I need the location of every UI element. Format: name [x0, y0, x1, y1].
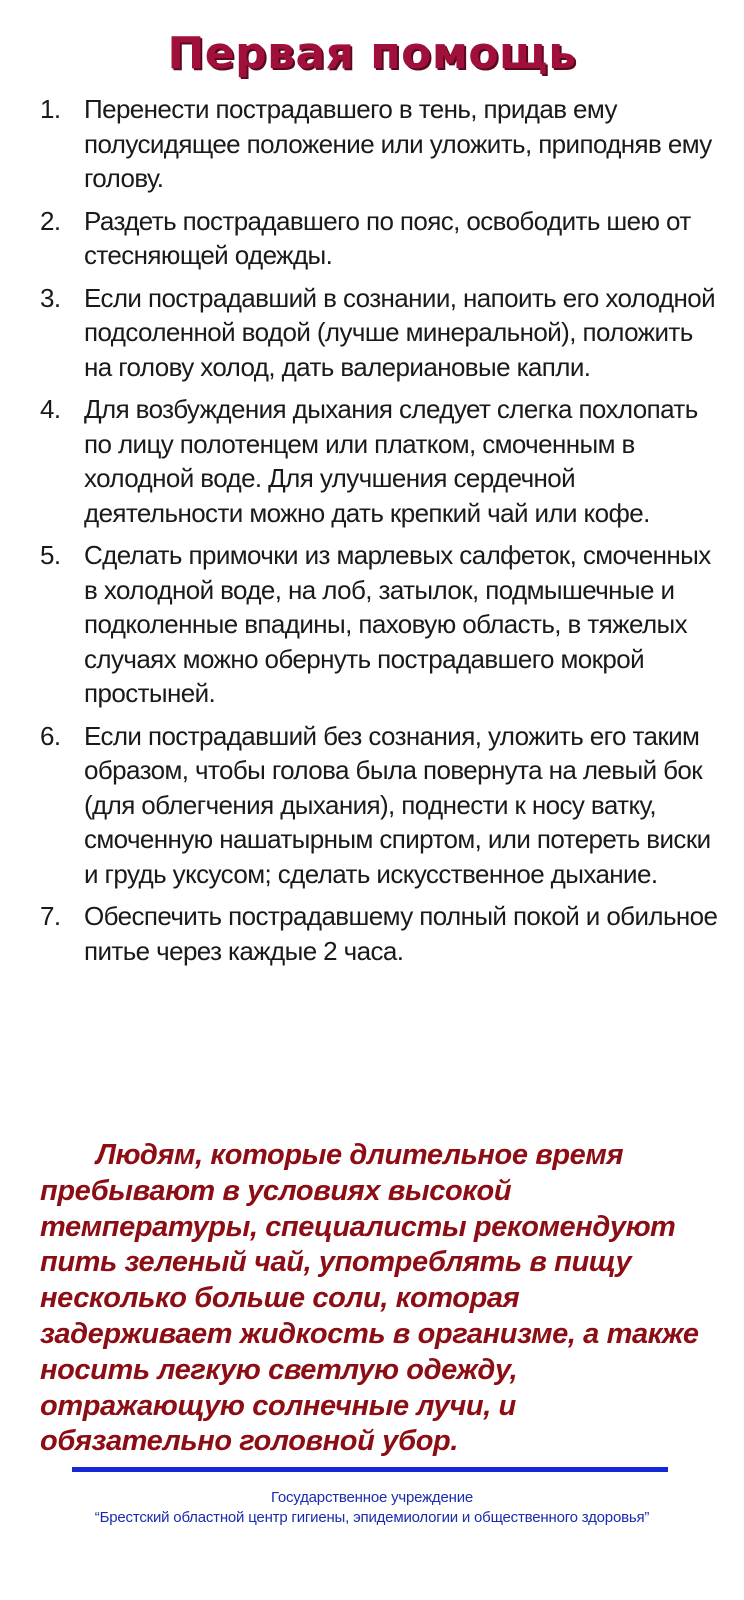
- step-text: Если пострадавший без сознания, уложить его таким образом, чтобы голова была повернута на левый бок (для облегчения дыхания), поднести к носу ватку, смоченную нашатырным спиртом, или потереть виски и грудь уксусом; сделать искусственное дыхание.: [84, 720, 711, 889]
- footer-organization-type: Государственное учреждение: [270, 1489, 474, 1506]
- footer: [0, 1488, 744, 1528]
- list-item: [40, 719, 720, 892]
- first-aid-steps-list: [40, 92, 720, 976]
- step-text: Если пострадавший в сознании, напоить его холодной подсоленной водой (лучше минеральной), положить на голову холод, дать валериановые капли.: [84, 282, 716, 382]
- advice-paragraph: Людям, которые длительное время пребывают в условиях высокой температуры, специалисты рекомендуют пить зеленый чай, употреблять в пищу несколько больше соли, которая задерживает жидкость в организме, а также носить легкую светлую одежду, отражающую солнечные лучи, и обязательно головной убор.: [40, 1139, 699, 1458]
- step-number: 5.: [40, 540, 61, 570]
- list-item: [40, 204, 720, 273]
- step-number: 4.: [40, 394, 61, 424]
- list-item: [40, 281, 720, 385]
- list-item: [40, 92, 720, 196]
- step-number: 3.: [40, 282, 61, 313]
- step-number: 1.: [40, 94, 61, 124]
- list-item: [40, 392, 720, 530]
- step-text: Обеспечить пострадавшему полный покой и обильное питье через каждые 2 часа.: [84, 901, 718, 966]
- list-item: [40, 538, 720, 711]
- step-number: 7.: [40, 901, 61, 931]
- page-title: Первая помощь: [167, 28, 577, 79]
- step-text: Перенести пострадавшего в тень, придав ему полусидящее положение или уложить, приподняв ему голову.: [84, 94, 712, 193]
- step-text: Сделать примочки из марлевых салфеток, смоченных в холодной воде, на лоб, затылок, подмышечные и подколенные впадины, паховую область, в тяжелых случаях можно обернуть пострадавшего мокрой простыней.: [84, 540, 711, 708]
- footer-organization-name: “Брестский областной центр гигиены, эпидемиологии и общественного здоровья”: [94, 1509, 650, 1526]
- step-text: Раздеть пострадавшего по пояс, освободить шею от стесняющей одежды.: [84, 205, 691, 270]
- list-item: [40, 899, 720, 968]
- step-number: 2.: [40, 205, 61, 236]
- step-text: Для возбуждения дыхания следует слегка похлопать по лицу полотенцем или платком, смоченным в холодной воде. Для улучшения сердечной деятельности можно дать крепкий чай или кофе.: [84, 394, 698, 528]
- step-number: 6.: [40, 720, 61, 751]
- footer-divider: [72, 1467, 668, 1472]
